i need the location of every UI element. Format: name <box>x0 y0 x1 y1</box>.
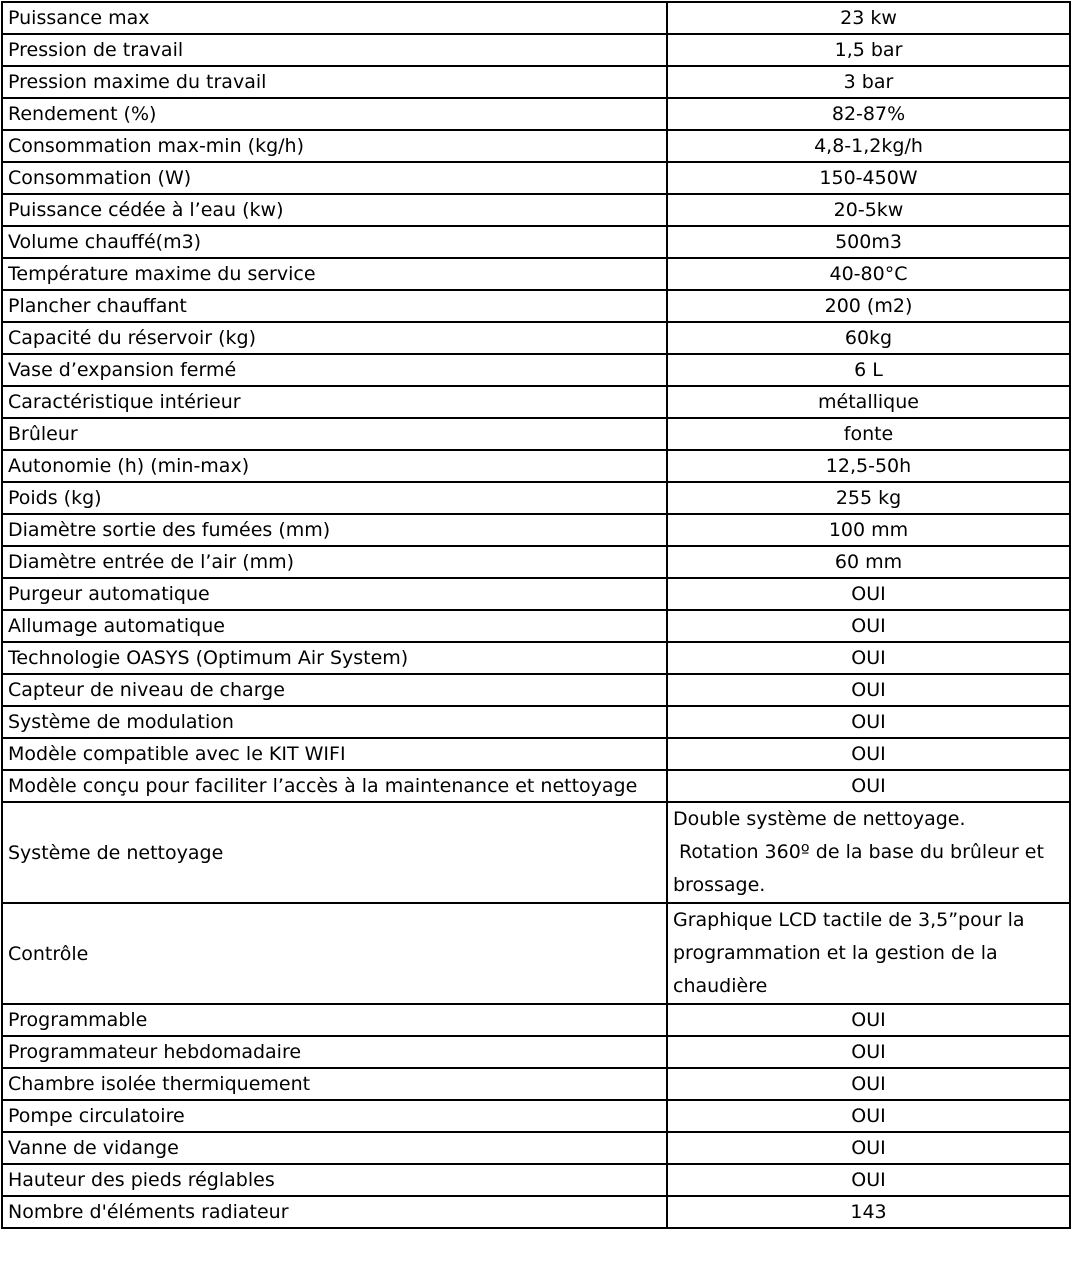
table-row <box>2 674 1070 706</box>
spec-value: OUI <box>667 1004 1070 1036</box>
table-row <box>2 322 1070 354</box>
spec-label: Programmateur hebdomadaire <box>2 1036 667 1068</box>
spec-label: Diamètre sortie des fumées (mm) <box>2 514 667 546</box>
spec-label: Poids (kg) <box>2 482 667 514</box>
spec-value: 40-80°C <box>667 258 1070 290</box>
spec-label: Brûleur <box>2 418 667 450</box>
spec-label: Modèle conçu pour faciliter l’accès à la maintenance et nettoyage <box>2 770 667 802</box>
spec-value: 143 <box>667 1196 1070 1228</box>
spec-value: OUI <box>667 1068 1070 1100</box>
spec-value: 23 kw <box>667 2 1070 34</box>
spec-value: 82-87% <box>667 98 1070 130</box>
spec-value: métallique <box>667 386 1070 418</box>
table-row <box>2 98 1070 130</box>
spec-label: Système de modulation <box>2 706 667 738</box>
spec-label: Pompe circulatoire <box>2 1100 667 1132</box>
spec-value: OUI <box>667 1100 1070 1132</box>
spec-label: Puissance cédée à l’eau (kw) <box>2 194 667 226</box>
spec-value: OUI <box>667 642 1070 674</box>
spec-label: Pression maxime du travail <box>2 66 667 98</box>
spec-label: Consommation (W) <box>2 162 667 194</box>
table-row <box>2 610 1070 642</box>
table-row <box>2 386 1070 418</box>
spec-label: Pression de travail <box>2 34 667 66</box>
table-row <box>2 546 1070 578</box>
table-row <box>2 66 1070 98</box>
spec-value: 12,5-50h <box>667 450 1070 482</box>
spec-value: 1,5 bar <box>667 34 1070 66</box>
table-row <box>2 2 1070 34</box>
table-row <box>2 642 1070 674</box>
spec-value: OUI <box>667 1132 1070 1164</box>
spec-label: Consommation max-min (kg/h) <box>2 130 667 162</box>
spec-label: Contrôle <box>2 903 667 1004</box>
spec-value: OUI <box>667 706 1070 738</box>
table-row <box>2 1100 1070 1132</box>
table-row <box>2 1036 1070 1068</box>
spec-value: fonte <box>667 418 1070 450</box>
table-row <box>2 1164 1070 1196</box>
table-row <box>2 802 1070 903</box>
table-row <box>2 514 1070 546</box>
table-row <box>2 34 1070 66</box>
spec-value-line: Rotation 360º de la base du brûleur et <box>673 841 1044 863</box>
table-row <box>2 770 1070 802</box>
spec-label: Rendement (%) <box>2 98 667 130</box>
spec-value: 200 (m2) <box>667 290 1070 322</box>
table-row <box>2 1132 1070 1164</box>
spec-label: Technologie OASYS (Optimum Air System) <box>2 642 667 674</box>
spec-value: 6 L <box>667 354 1070 386</box>
spec-value: 20-5kw <box>667 194 1070 226</box>
spec-label: Hauteur des pieds réglables <box>2 1164 667 1196</box>
spec-value-line: programmation et la gestion de la <box>673 942 998 964</box>
spec-value: 4,8-1,2kg/h <box>667 130 1070 162</box>
spec-label: Programmable <box>2 1004 667 1036</box>
spec-value-line: brossage. <box>673 874 766 896</box>
spec-value: 3 bar <box>667 66 1070 98</box>
table-row <box>2 903 1070 1004</box>
table-row <box>2 194 1070 226</box>
table-row <box>2 226 1070 258</box>
spec-value-multiline <box>667 802 1070 903</box>
spec-label: Capteur de niveau de charge <box>2 674 667 706</box>
spec-label: Vase d’expansion fermé <box>2 354 667 386</box>
spec-value: OUI <box>667 610 1070 642</box>
spec-value-multiline <box>667 903 1070 1004</box>
table-row <box>2 290 1070 322</box>
table-row <box>2 1196 1070 1228</box>
spec-table <box>1 1 1071 1229</box>
spec-value: 60 mm <box>667 546 1070 578</box>
spec-value-line: Double système de nettoyage. <box>673 808 966 830</box>
table-row <box>2 162 1070 194</box>
table-row <box>2 450 1070 482</box>
spec-label: Volume chauffé(m3) <box>2 226 667 258</box>
spec-value: OUI <box>667 770 1070 802</box>
table-row <box>2 1068 1070 1100</box>
spec-value: OUI <box>667 674 1070 706</box>
spec-label: Diamètre entrée de l’air (mm) <box>2 546 667 578</box>
table-row <box>2 482 1070 514</box>
spec-value-line: chaudière <box>673 975 768 997</box>
spec-label: Caractéristique intérieur <box>2 386 667 418</box>
spec-table-body <box>2 2 1070 1228</box>
spec-label: Plancher chauffant <box>2 290 667 322</box>
spec-value: 150-450W <box>667 162 1070 194</box>
table-row <box>2 258 1070 290</box>
spec-label: Système de nettoyage <box>2 802 667 903</box>
spec-value: OUI <box>667 1036 1070 1068</box>
spec-value: 100 mm <box>667 514 1070 546</box>
spec-label: Nombre d'éléments radiateur <box>2 1196 667 1228</box>
spec-label: Autonomie (h) (min-max) <box>2 450 667 482</box>
spec-label: Vanne de vidange <box>2 1132 667 1164</box>
spec-label: Capacité du réservoir (kg) <box>2 322 667 354</box>
spec-value: OUI <box>667 1164 1070 1196</box>
table-row <box>2 130 1070 162</box>
table-row <box>2 578 1070 610</box>
table-row <box>2 354 1070 386</box>
spec-value: 60kg <box>667 322 1070 354</box>
spec-value: 500m3 <box>667 226 1070 258</box>
spec-label: Allumage automatique <box>2 610 667 642</box>
spec-label: Chambre isolée thermiquement <box>2 1068 667 1100</box>
spec-value-line: Graphique LCD tactile de 3,5”pour la <box>673 909 1025 931</box>
spec-label: Purgeur automatique <box>2 578 667 610</box>
spec-value: 255 kg <box>667 482 1070 514</box>
spec-value: OUI <box>667 578 1070 610</box>
table-row <box>2 418 1070 450</box>
table-row <box>2 738 1070 770</box>
spec-value: OUI <box>667 738 1070 770</box>
table-row <box>2 706 1070 738</box>
spec-label: Température maxime du service <box>2 258 667 290</box>
spec-label: Modèle compatible avec le KIT WIFI <box>2 738 667 770</box>
table-row <box>2 1004 1070 1036</box>
spec-label: Puissance max <box>2 2 667 34</box>
